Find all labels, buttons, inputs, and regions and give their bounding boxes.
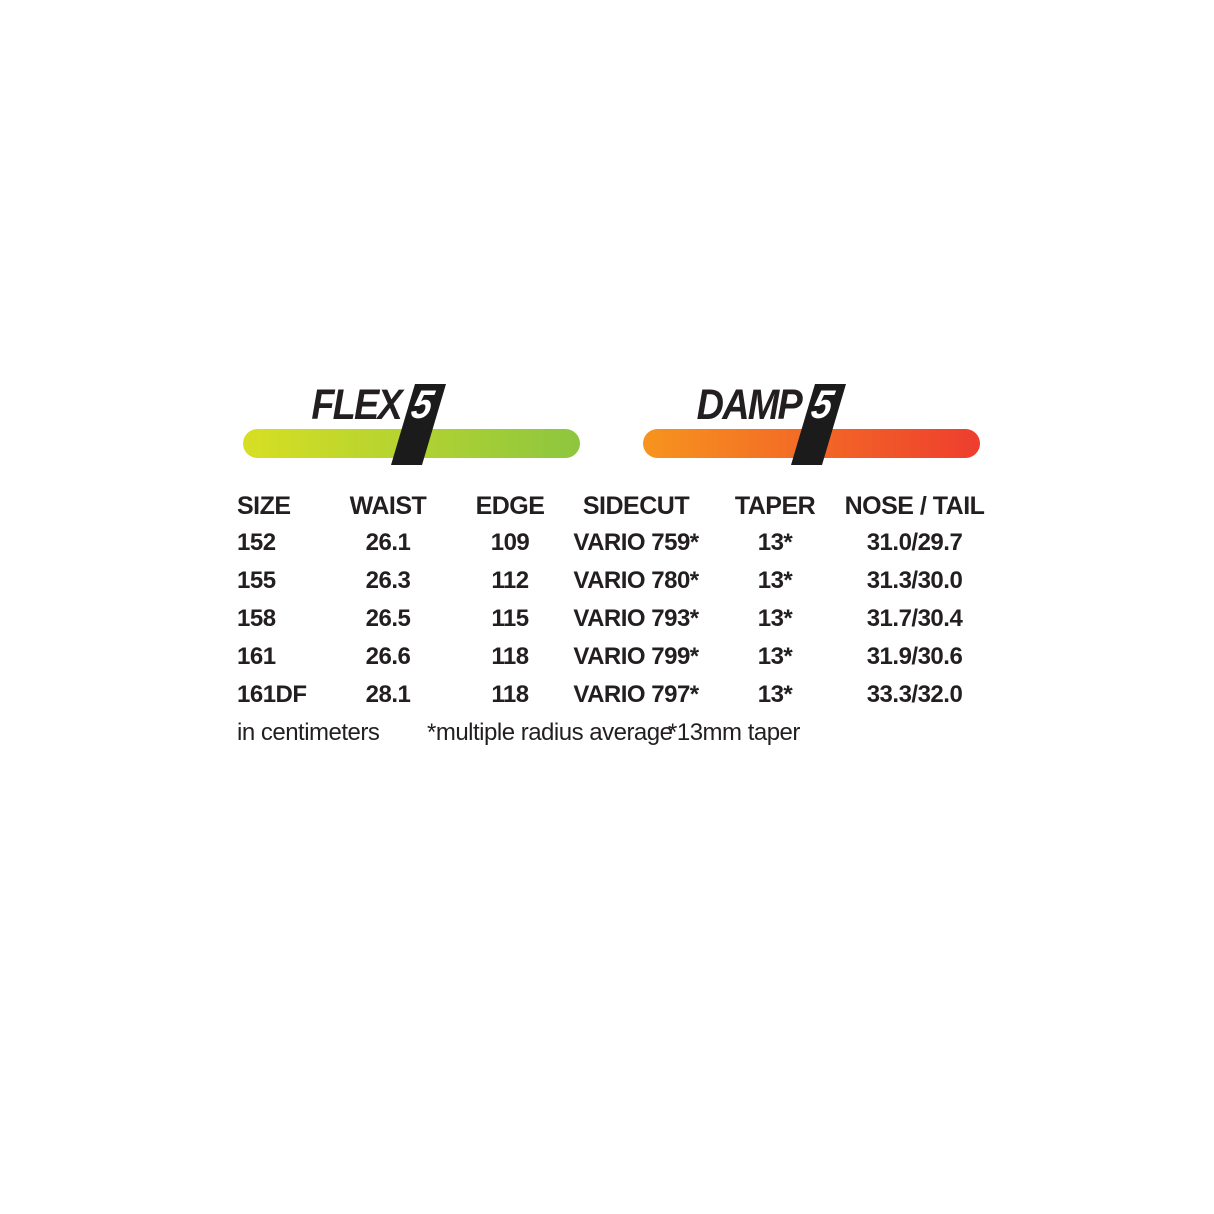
cell-waist: 26.5 — [365, 605, 411, 632]
cell-nose-tail: 31.3/30.0 — [866, 567, 963, 594]
cell-edge: 118 — [491, 681, 529, 708]
damp-gauge-value: 5 — [807, 383, 838, 427]
column-header-nose-tail: NOSE / TAIL — [844, 492, 985, 520]
cell-edge: 112 — [491, 567, 529, 594]
cell-taper: 13* — [757, 529, 793, 556]
spec-table — [237, 489, 985, 714]
cell-size: 158 — [237, 605, 276, 632]
cell-sidecut: VARIO 759* — [573, 529, 699, 556]
column-header-sidecut: SIDECUT — [582, 492, 690, 520]
damp-gauge-label: DAMP — [696, 381, 801, 429]
cell-waist: 26.1 — [365, 529, 411, 556]
flex-gauge — [243, 381, 580, 465]
cell-taper: 13* — [757, 643, 793, 670]
cell-sidecut: VARIO 793* — [573, 605, 699, 632]
footnote-taper: *13mm taper — [668, 719, 800, 746]
table-footnotes — [237, 719, 980, 749]
cell-taper: 13* — [757, 567, 793, 594]
cell-nose-tail: 31.7/30.4 — [866, 605, 963, 632]
damp-gauge — [643, 381, 980, 465]
cell-size: 152 — [237, 529, 276, 556]
cell-taper: 13* — [757, 605, 793, 632]
cell-sidecut: VARIO 799* — [573, 643, 699, 670]
cell-sidecut: VARIO 797* — [573, 681, 699, 708]
column-header-size: SIZE — [237, 492, 291, 520]
cell-waist: 26.6 — [365, 643, 411, 670]
cell-taper: 13* — [757, 681, 793, 708]
column-header-taper: TAPER — [734, 492, 816, 520]
cell-size: 161DF — [237, 681, 307, 708]
cell-nose-tail: 31.0/29.7 — [866, 529, 963, 556]
spec-table-grid — [237, 489, 985, 714]
flex-gauge-value: 5 — [407, 383, 438, 427]
column-header-waist: WAIST — [349, 492, 427, 520]
cell-edge: 118 — [491, 643, 529, 670]
footnote-radius: *multiple radius average — [427, 719, 673, 746]
cell-size: 161 — [237, 643, 276, 670]
cell-edge: 115 — [491, 605, 529, 632]
column-header-edge: EDGE — [475, 492, 545, 520]
cell-size: 155 — [237, 567, 276, 594]
cell-waist: 26.3 — [365, 567, 411, 594]
footnote-units: in centimeters — [237, 719, 380, 746]
cell-waist: 28.1 — [365, 681, 411, 708]
cell-nose-tail: 31.9/30.6 — [866, 643, 963, 670]
cell-edge: 109 — [490, 529, 530, 556]
flex-gauge-label: FLEX — [311, 381, 401, 429]
cell-sidecut: VARIO 780* — [573, 567, 699, 594]
cell-nose-tail: 33.3/32.0 — [866, 681, 963, 708]
